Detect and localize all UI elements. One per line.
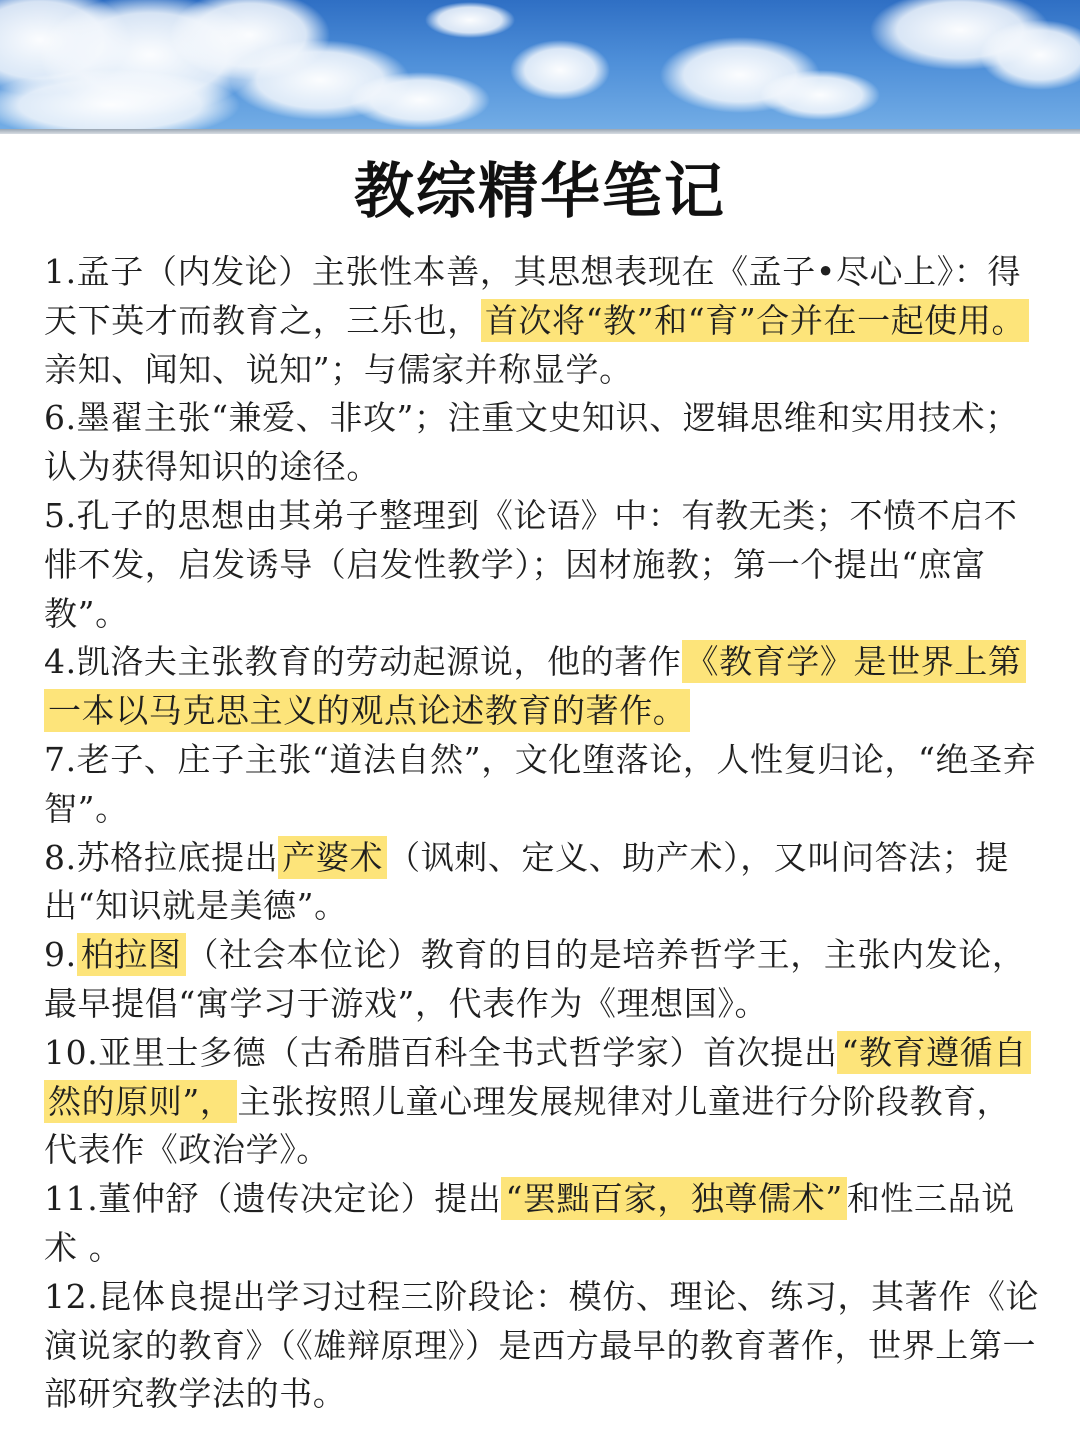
note-highlight: 《教育学》是世界上第一本以马克思主义的观点论述教育的著作。 [44, 640, 1026, 732]
note-text: （讽刺、定义、助产术），又叫问答法；提出“知识就是美德”。 [44, 837, 1010, 926]
banner-divider [0, 129, 1080, 134]
note-text: 9. [44, 935, 77, 975]
note-text: 12.昆体良提出学习过程三阶段论：模仿、理论、练习，其著作《论演说家的教育》（《雄辩原理》）是西方最早的教育著作，世界上第一部研究教学法的书。 [44, 1276, 1040, 1414]
note-text: 4.凯洛夫主张教育的劳动起源说，他的著作 [44, 642, 682, 682]
note-text: 主张按照儿童心理发展规律对儿童进行分阶段教育，代表作《政治学》。 [44, 1081, 1011, 1170]
note-item [44, 1273, 1040, 1419]
note-text: 8.苏格拉底提出 [44, 837, 279, 877]
note-item [44, 248, 1040, 394]
note-text: 7.老子、庄子主张“道法自然”，文化堕落论，人性复归论，“绝圣弃智”。 [44, 739, 1037, 828]
note-highlight: 首次将“教”和“育”合并在一起使用。 [481, 299, 1029, 342]
note-text: （社会本位论）教育的目的是培养哲学王，主张内发论，最早提倡“寓学习于游戏”，代表作为《理想国》。 [44, 935, 1026, 1023]
note-text: 10.亚里士多德（古希腊百科全书式哲学家）首次提出 [44, 1032, 838, 1072]
note-text: 11.董仲舒（遗传决定论）提出 [44, 1179, 502, 1219]
note-highlight: 柏拉图 [77, 933, 186, 976]
note-item [44, 1175, 1040, 1273]
note-item [44, 492, 1040, 638]
note-item [44, 638, 1040, 736]
note-item [44, 394, 1040, 492]
note-item [44, 931, 1040, 1029]
note-item [44, 736, 1040, 834]
note-text: 亲知、闻知、说知”；与儒家并称显学。 [44, 349, 633, 389]
note-item [44, 1029, 1040, 1175]
notes-list [44, 248, 1040, 1419]
note-highlight: “罢黜百家，独尊儒术” [501, 1177, 846, 1220]
note-item [44, 834, 1040, 932]
note-text: 5.孔子的思想由其弟子整理到《论语》中：有教无类；不愤不启不悱不发，启发诱导（启发性教学）；因材施教；第一个提出“庶富教”。 [44, 495, 1018, 633]
note-highlight: 产婆术 [278, 836, 387, 879]
note-text: 6.墨翟主张“兼爱、非攻”；注重文史知识、逻辑思维和实用技术；认为获得知识的途径。 [44, 398, 1019, 487]
sky-banner-image [0, 0, 1080, 132]
note-text: 1.孟子（内发论）主张性本善，其思想表现在《孟子•尽心上》：得天下英才而教育之，三乐也， [44, 252, 1022, 340]
note-text: 和性三品说术 。 [44, 1179, 1015, 1267]
page-title: 教综精华笔记 [354, 157, 726, 227]
note-highlight: “教育遵循自然的原则”， [44, 1031, 1031, 1123]
